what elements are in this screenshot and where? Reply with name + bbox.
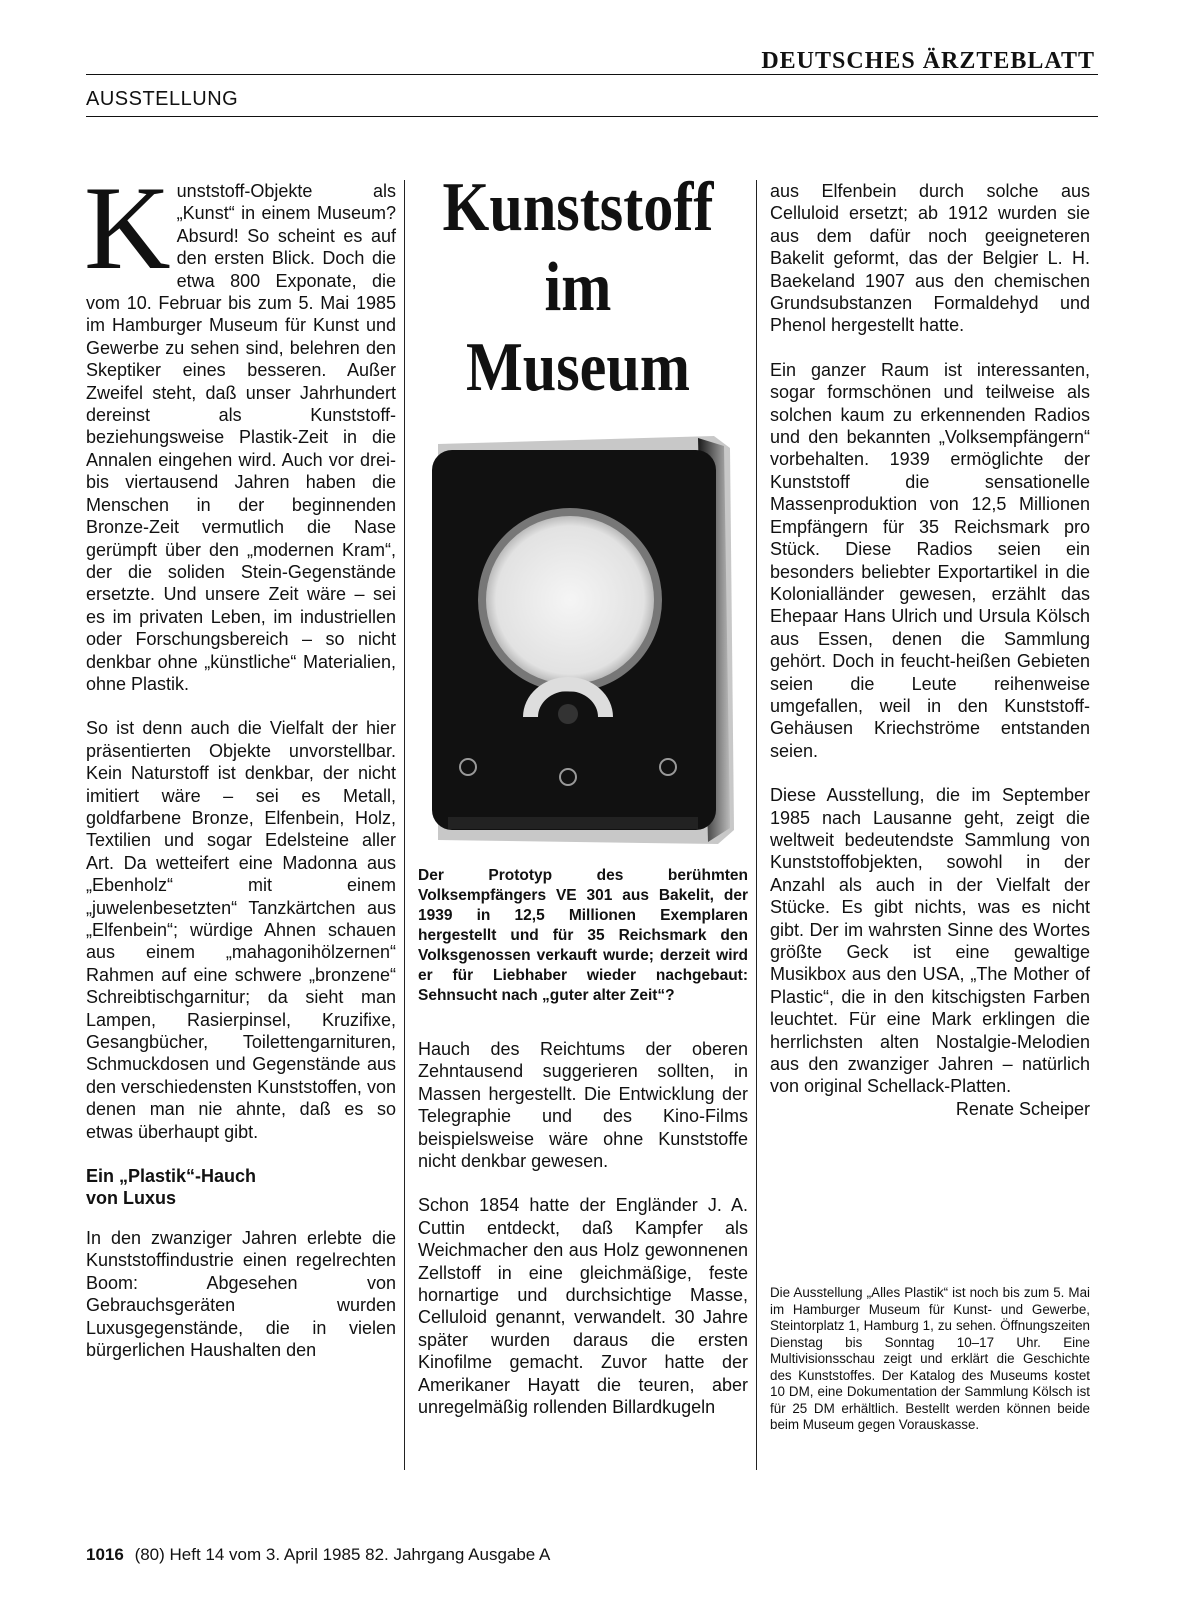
section-label: AUSSTELLUNG — [86, 88, 239, 110]
masthead-rule — [86, 74, 1098, 75]
subheading: Ein „Plastik“-Hauch von Luxus — [86, 1166, 257, 1209]
section-rule — [86, 116, 1098, 117]
author: Renate Scheiper — [955, 1098, 1090, 1119]
footer — [86, 1545, 550, 1565]
paragraph: Ein ganzer Raum ist interessanten, sogar formschönen und teilweise als solchen kaum zu erkennenden Radios und den bekannten „Volksempfängern“ vorbehalten. 1939 ermöglichte der Kunststoff die sensationelle Massenproduktion von 12,5 Millionen Empfängern für 35 Reichsmark pro Stück. Diese Radios seien ein besonders beliebter Exportartikel in die Kolonialländer gewesen, erzählt das Ehepaar Hans Ulrich und Ursula Kölsch aus Essen, denen die Sammlung gehört. Doch in feucht-heißen Gebieten seien die Leute reihenweise umgefallen, weil in den Kunststoff-Gehäusen Kriechströme entstanden seien. — [770, 359, 1090, 761]
page-number: 1016 — [86, 1545, 124, 1564]
column-1 — [84, 161, 396, 1384]
column-divider — [404, 180, 405, 1470]
radio-photo — [418, 432, 748, 852]
masthead: DEUTSCHES ÄRZTEBLATT — [761, 48, 1095, 74]
column-3 — [770, 180, 1090, 1140]
issue-info: (80) Heft 14 vom 3. April 1985 82. Jahrgang Ausgabe A — [134, 1545, 551, 1564]
paragraph: aus Elfenbein durch solche aus Celluloid ersetzt; ab 1912 wurden sie aus dem dafür noch geeigneteren Bakelit geformt, das der Belgier L. H. Baekeland 1907 aus den chemischen Grundsubstanzen Formaldehyd und Phenol hergestellt hatte. — [770, 181, 1090, 336]
column-2 — [418, 1038, 748, 1441]
paragraph: In den zwanziger Jahren erlebte die Kunststoffindustrie einen regelrechten Boom: Abgesehen von Gebrauchsgeräten wurden Luxusgegenstände, die in vielen bürgerlichen Haushalten den — [86, 1228, 396, 1361]
paragraph: Schon 1854 hatte der Engländer J. A. Cuttin entdeckt, daß Kampfer als Weichmacher den aus Holz gewonnenen Zellstoff in eine gleichmäßige, feste hornartige und durchsichtige Masse, Celluloid genannt, verwandelt. 30 Jahre später wurden daraus die ersten Kinofilme gemacht. Zuvor hatte der Amerikaner Hayatt die teuren, aber unregelmäßig rollenden Billardkugeln — [418, 1195, 748, 1418]
paragraph: Hauch des Reichtums der oberen Zehntausend suggerieren sollten, in Massen hergestellt. Die Entwicklung der Telegraphie und des Kino-Films beispielsweise wäre ohne Kunststoffe nicht denkbar gewesen. — [418, 1039, 748, 1172]
headline-line: im — [544, 249, 612, 326]
paragraph: So ist denn auch die Vielfalt der hier präsentierten Objekte unvorstellbar. Kein Naturstoff ist denkbar, der nicht imitiert wäre – sei es Metall, goldfarbene Bronze, Elfenbein, Holz, Textilien und sogar Edelsteine aller Art. Da wetteifert eine Madonna aus „Ebenholz“ mit einem „juwelenbesetzten“ Tanzkärtchen aus „Elfenbein“; würdige Ahnen schauen aus einem „mahagonihölzernen“ Rahmen auf eine schwere „bronzene“ Schreibtischgarnitur; da sieht man Lampen, Rasierpinsel, Kruzifixe, Gesangbücher, Toilettengarnituren, Schmuckdosen und Gegenstände aus den verschiedensten Kunststoffen, von denen man nie ahnte, daß es so etwas überhaupt gibt. — [86, 718, 396, 1142]
headline — [440, 168, 715, 408]
paragraph: Diese Ausstellung, die im September 1985 nach Lausanne geht, zeigt die weltweit bedeutendste Sammlung von Kunststoffobjekten, sowohl in der Anzahl als auch in der Vielfalt der Stücke. Es gibt nichts, was es nicht gibt. Der im wahrsten Sinne des Wortes größte Geck ist eine gewaltige Musikbox aus den USA, „The Mother of Plastic“, die in den kitschigsten Farben leuchtet. Für eine Mark erklingen die herrlichsten alten Nostalgie-Melodien aus den zwanziger Jahren – natürlich von original Schellack-Platten. — [770, 785, 1090, 1097]
speaker-grille — [486, 516, 654, 684]
exhibition-note: Die Ausstellung „Alles Plastik“ ist noch bis zum 5. Mai im Hamburger Museum für Kunst- und Gewerbe, Steintorplatz 1, Hamburg 1, zu sehen. Öffnungszeiten Dienstag bis Sonntag 10–17 Uhr. Eine Multivisionsschau zeigt und erklärt die Geschichte des Kunststoffes. Der Katalog des Museums kostet 10 DM, eine Dokumentation der Sammlung Kölsch ist für 25 DM erhältlich. Bestellt werden können beide beim Museum gegen Vorauskasse. — [770, 1285, 1090, 1432]
drop-cap: K — [84, 161, 171, 294]
paragraph-text: unststoff-Objekte als „Kunst“ in einem Museum? Absurd! So scheint es auf den ersten Blick. Doch die etwa 800 Exponate, die vom 10. Februar bis zum 5. Mai 1985 im Hamburger Museum für Kunst und Gewerbe zu sehen sind, belehren den Skeptiker eines besseren. Außer Zweifel steht, daß unser Jahrhundert dereinst als Kunststoff- beziehungsweise Plastik-Zeit in die Annalen eingehen wird. Auch vor drei- bis viertausend Jahren haben die Menschen in der beginnenden Bronze-Zeit vermutlich die Nase gerümpft über den „modernen Kram“, der die soliden Stein-Gegenstände ersetzte. Und unsere Zeit wäre – sei es im privaten Leben, im industriellen oder Forschungsbereich – so nicht denkbar ohne „künstliche“ Materialien, ohne Plastik. — [86, 181, 396, 694]
column-divider — [756, 180, 757, 1470]
headline-line: Kunststoff — [442, 169, 714, 246]
photo-caption: Der Prototyp des berühmten Volksempfängers VE 301 aus Bakelit, der 1939 in 12,5 Millionen Exemplaren hergestellt und für 35 Reichsmark den Volksgenossen verkauft wurde; derzeit wird er für Liebhaber wieder nachgebaut: Sehnsucht nach „guter alter Zeit“? — [418, 867, 748, 1004]
headline-line: Museum — [465, 329, 691, 406]
paragraph — [84, 161, 396, 695]
